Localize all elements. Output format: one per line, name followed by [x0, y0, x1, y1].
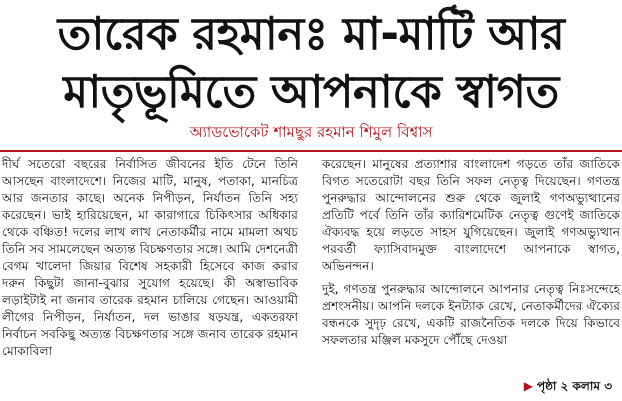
headline-line-1: তারেক রহমানঃ মা-মাটি আর [57, 7, 565, 60]
author-byline: অ্যাডভোকেট শামছুর রহমান শিমুল বিশ্বাস [189, 123, 433, 141]
article-column-left [2, 156, 298, 366]
headline-line-2: মাতৃভূমিতে আপনাকে স্বাগত [63, 65, 559, 118]
article-paragraph: দীর্ঘ সতেরো বছরের নির্বাসিত জীবনের ইতি টেনে তিনি আসছেন বাংলাদেশে। নিজের মাটি, মানুষ, পতাকা, মানচিত্র আর জনতার কাছে। অনেক নিপীড়ন, নির্যাতন তিনি সহ্য করেছেন। ভাই হারিয়েছেন, মা কারাগারে চিকিৎসার অধিকার থেকে বঞ্চিত! দলের লাখ লাখ নেতাকর্মীর নামে মামলা অথচ তিনি সব সামলেছেন অত্যন্ত বিচক্ষণতার সঙ্গে। আমি দেশনেত্রী বেগম খালেদা জিয়ার বিশেষ সহকারী হিসেবে কাজ করার দরুন কিছুটা জানা-বুঝার সুযোগ হয়েছে। কী অস্বাভাবিক লড়াইটাই না জনাব তারেক রহমান চালিয়ে গেছেন। আওয়ামী লীগের নিপীড়ন, নির্যাতন, দল ভাঙার ষড়যন্ত্র, একতরফা নির্বাচন সবকিছু অত্যন্ত বিচক্ষণতার সঙ্গে জনাব তারেক রহমান মোকাবিলা [2, 157, 298, 358]
triangle-arrow-icon: ▶ [523, 379, 533, 393]
article-paragraph: দুই, গণতন্ত্র পুনরুদ্ধার আন্দোলনে আপনার নেতৃত্ব নিঃসন্দেহে প্রশংসনীয়। আপনি দলকে ইনট্যাক রেখে, নেতাকর্মীদের ঐক্যের বন্ধনকে সুদৃঢ় রেখে, একটি রাজনৈতিক দলকে দিয়ে কিভাবে সফলতার মঞ্জিল মকসুদে পৌঁছে দেওয়া [322, 282, 620, 347]
article-paragraph: করেছেন। মানুষের প্রত্যাশার বাংলাদেশ গড়তে তাঁর জাতিকে বিগত সতেরোটা বছর তিনি সফল নেতৃত্ব দিয়েছেন। গণতন্ত্র পুনরুদ্ধার আন্দোলনের শুরু থেকে জুলাই গণঅভ্যুত্থানের প্রতিটি পর্বে তিনি তাঁর ক্যারিশমেটিক নেতৃত্ব গুণেই জাতিকে ঐক্যবদ্ধ হয়ে লড়তে সাহস যুগিয়েছেন। জুলাই গণঅভ্যুত্থান পরবর্তী ফ্যাসিবাদমুক্ত বাংলাদেশে আপনাকে স্বাগত, অভিনন্দন। [322, 157, 620, 273]
article-column-right [322, 156, 620, 355]
continuation-link[interactable] [520, 376, 616, 396]
continuation-text: পৃষ্ঠা ২ কলাম ৩ [536, 379, 612, 393]
byline-divider [0, 150, 622, 152]
